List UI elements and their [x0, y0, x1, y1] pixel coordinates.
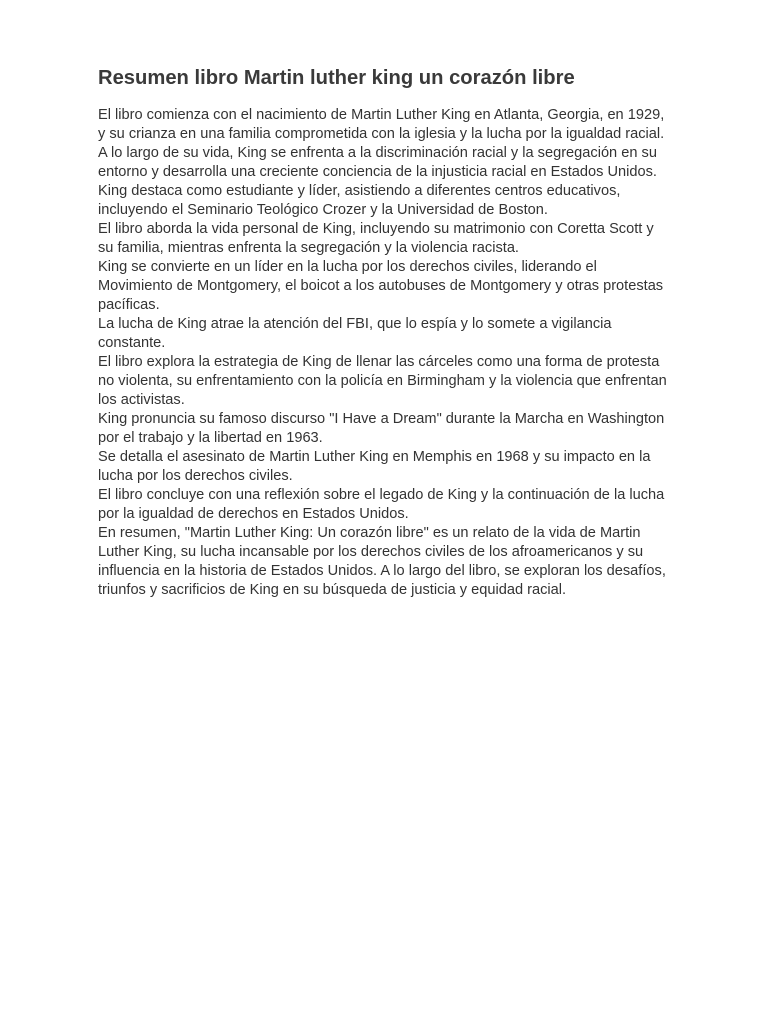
paragraph-fbi: La lucha de King atrae la atención del FBI, que lo espía y lo somete a vigilancia constante. [98, 316, 612, 351]
document-page [98, 64, 673, 600]
paragraph-strategy: El libro explora la estrategia de King de llenar las cárceles como una forma de protesta no violenta, su enfrentamiento con la policía en Birmingham y la violencia que enfrentan los activistas. [98, 354, 667, 408]
paragraph-discrimination: A lo largo de su vida, King se enfrenta a la discriminación racial y la segregación en su entorno y desarrolla una creciente conciencia de la injusticia racial en Estados Unidos. [98, 145, 657, 180]
paragraph-birth: El libro comienza con el nacimiento de Martin Luther King en Atlanta, Georgia, en 1929, y su crianza en una familia comprometida con la iglesia y la lucha por la igualdad racial. [98, 107, 665, 142]
document-body [98, 106, 673, 600]
paragraph-personal-life: El libro aborda la vida personal de King, incluyendo su matrimonio con Coretta Scott y su familia, mientras enfrenta la segregación y la violencia racista. [98, 221, 654, 256]
paragraph-civil-rights-leader: King se convierte en un líder en la lucha por los derechos civiles, liderando el Movimiento de Montgomery, el boicot a los autobuses de Montgomery y otras protestas pacíficas. [98, 259, 664, 313]
page-title: Resumen libro Martin luther king un corazón libre [98, 67, 575, 89]
paragraph-summary: En resumen, "Martin Luther King: Un corazón libre" es un relato de la vida de Martin Luther King, su lucha incansable por los derechos civiles de los afroamericanos y su influencia en la historia de Estados Unidos. A lo largo del libro, se exploran los desafíos, triunfos y sacrificios de King en su búsqueda de justicia y equidad racial. [98, 525, 666, 598]
paragraph-legacy: El libro concluye con una reflexión sobre el legado de King y la continuación de la lucha por la igualdad de derechos en Estados Unidos. [98, 487, 665, 522]
paragraph-dream-speech: King pronuncia su famoso discurso "I Have a Dream" durante la Marcha en Washington por el trabajo y la libertad en 1963. [98, 411, 665, 446]
paragraph-assassination: Se detalla el asesinato de Martin Luther King en Memphis en 1968 y su impacto en la lucha por los derechos civiles. [98, 449, 651, 484]
paragraph-education: King destaca como estudiante y líder, asistiendo a diferentes centros educativos, incluyendo el Seminario Teológico Crozer y la Universidad de Boston. [98, 183, 621, 218]
